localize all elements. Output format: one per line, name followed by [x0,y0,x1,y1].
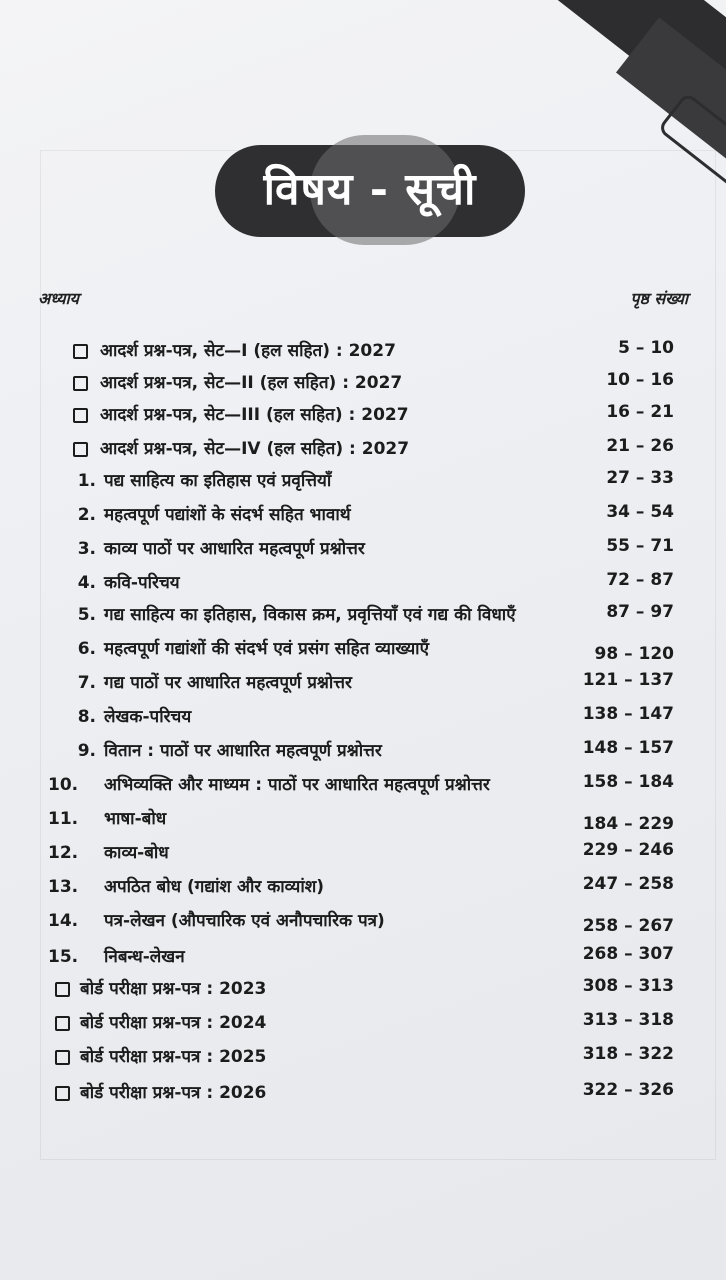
entry-title: बोर्ड परीक्षा प्रश्न-पत्र : 2023 [80,979,267,999]
toc-entry [0,670,726,700]
entry-title: काव्य पाठों पर आधारित महत्वपूर्ण प्रश्नोत्तर [104,539,365,559]
chapter-number: 5. [77,605,96,625]
checkbox-icon [73,376,88,391]
entry-pages: 34 – 54 [606,502,674,522]
checkbox-icon [73,408,88,423]
toc-entry [0,338,726,368]
entry-title: महत्वपूर्ण गद्यांशों की संदर्भ एवं प्रसंग सहित व्याख्याएँ [104,639,429,659]
entry-pages: 308 – 313 [582,976,674,996]
entry-title: महत्वपूर्ण पद्यांशों के संदर्भ सहित भावार्थ [104,505,351,525]
toc-entry [0,976,726,1006]
entry-pages: 138 – 147 [582,704,674,724]
entry-pages: 322 – 326 [582,1080,674,1100]
entry-pages: 229 – 246 [582,840,674,860]
entry-title: आदर्श प्रश्न-पत्र, सेट—IV (हल सहित) : 2027 [100,439,410,459]
entry-pages: 5 – 10 [618,338,674,358]
toc-entry [0,1080,726,1110]
toc-entry [0,874,726,904]
entry-pages: 98 – 120 [594,644,674,664]
entry-pages: 21 – 26 [606,436,674,456]
entry-title: गद्य पाठों पर आधारित महत्वपूर्ण प्रश्नोत्तर [104,673,352,693]
entry-title: काव्य-बोध [104,843,169,863]
toc-entry [0,502,726,532]
chapter-number: 15. [48,947,79,967]
toc-entry [0,570,726,600]
chapter-number: 7. [77,673,96,693]
entry-pages: 258 – 267 [582,916,674,936]
chapter-number: 3. [77,539,96,559]
toc-entry [0,704,726,734]
toc-entry [0,806,726,836]
chapter-number: 6. [77,639,96,659]
toc-entry [0,536,726,566]
chapter-number: 4. [77,573,96,593]
entry-pages: 72 – 87 [606,570,674,590]
toc-entry [0,944,726,974]
entry-title: भाषा-बोध [104,809,167,829]
entry-title: पद्य साहित्य का इतिहास एवं प्रवृत्तियाँ [104,471,332,491]
entry-pages: 148 – 157 [582,738,674,758]
checkbox-icon [55,1086,70,1101]
entry-pages: 158 – 184 [582,772,674,792]
page-title: विषय - सूची [263,164,477,215]
entry-title: लेखक-परिचय [104,707,192,727]
entry-pages: 247 – 258 [582,874,674,894]
title-banner [215,135,535,245]
entry-pages: 10 – 16 [606,370,674,390]
chapter-number: 8. [77,707,96,727]
toc-entry [0,468,726,498]
toc-entry [0,1010,726,1040]
entry-title: बोर्ड परीक्षा प्रश्न-पत्र : 2025 [80,1047,267,1067]
chapter-number: 9. [77,741,96,761]
chapter-number: 13. [48,877,79,897]
toc-entry [0,370,726,400]
chapter-number: 12. [48,843,79,863]
entry-title: आदर्श प्रश्न-पत्र, सेट—II (हल सहित) : 2027 [100,373,403,393]
entry-title: आदर्श प्रश्न-पत्र, सेट—I (हल सहित) : 2027 [100,341,396,361]
toc-entry [0,1044,726,1074]
entry-title: बोर्ड परीक्षा प्रश्न-पत्र : 2024 [80,1013,267,1033]
toc-entry [0,738,726,768]
checkbox-icon [73,344,88,359]
checkbox-icon [55,1050,70,1065]
toc-entry [0,402,726,432]
entry-title: बोर्ड परीक्षा प्रश्न-पत्र : 2026 [80,1083,267,1103]
checkbox-icon [55,1016,70,1031]
entry-pages: 55 – 71 [606,536,674,556]
page-number-column-header: पृष्ठ संख्या [630,289,688,308]
toc-entry [0,772,726,802]
checkbox-icon [55,982,70,997]
entry-pages: 318 – 322 [582,1044,674,1064]
entry-pages: 268 – 307 [582,944,674,964]
toc-entry [0,436,726,466]
checkbox-icon [73,442,88,457]
entry-pages: 121 – 137 [582,670,674,690]
entry-title: पत्र-लेखन (औपचारिक एवं अनौपचारिक पत्र) [104,911,385,931]
chapter-column-header: अध्याय [38,289,79,308]
chapter-number: 10. [48,775,79,795]
entry-title: आदर्श प्रश्न-पत्र, सेट—III (हल सहित) : 2027 [100,405,409,425]
entry-pages: 184 – 229 [582,814,674,834]
chapter-number: 2. [77,505,96,525]
toc-entry [0,908,726,938]
entry-title: वितान : पाठों पर आधारित महत्वपूर्ण प्रश्नोत्तर [104,741,382,761]
toc-entry [0,840,726,870]
entry-pages: 27 – 33 [606,468,674,488]
entry-title: निबन्ध-लेखन [104,947,185,967]
chapter-number: 11. [48,809,79,829]
entry-pages: 87 – 97 [606,602,674,622]
toc-entry [0,636,726,666]
entry-title: गद्य साहित्य का इतिहास, विकास क्रम, प्रवृत्तियाँ एवं गद्य की विधाएँ [104,605,516,625]
entry-title: अभिव्यक्ति और माध्यम : पाठों पर आधारित महत्वपूर्ण प्रश्नोत्तर [104,775,490,795]
entry-pages: 313 – 318 [582,1010,674,1030]
entry-pages: 16 – 21 [606,402,674,422]
chapter-number: 1. [77,471,96,491]
entry-title: अपठित बोध (गद्यांश और काव्यांश) [104,877,325,897]
toc-entry [0,602,726,632]
chapter-number: 14. [48,911,79,931]
entry-title: कवि-परिचय [104,573,180,593]
